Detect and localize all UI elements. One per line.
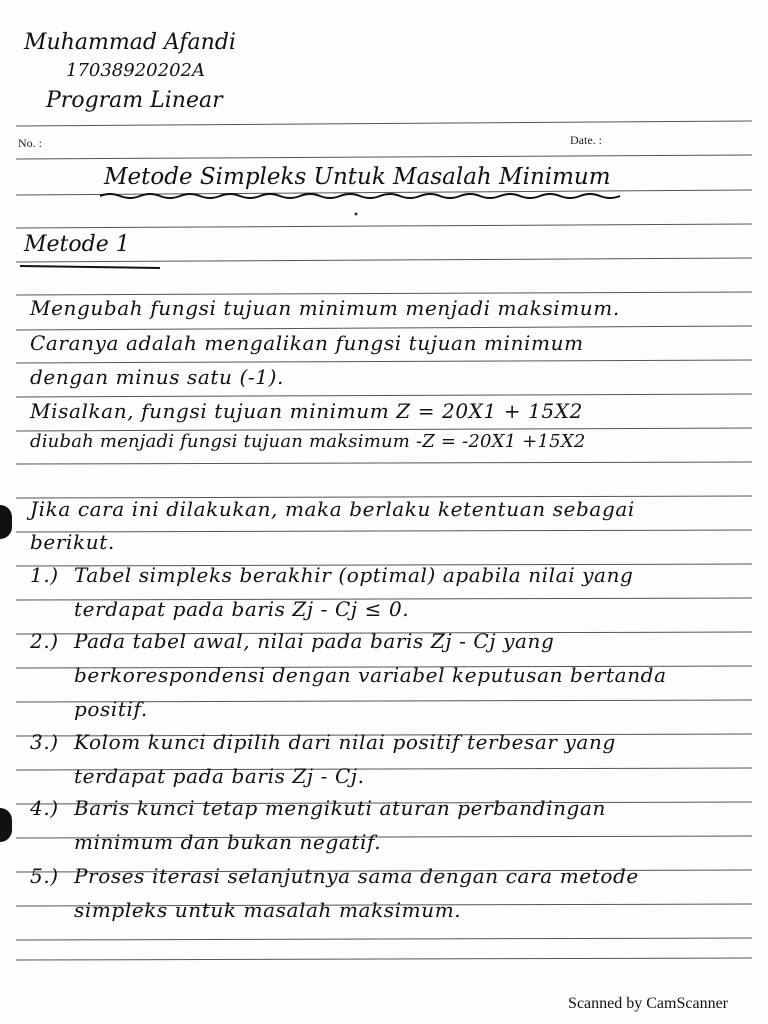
rule-line: positif. [74,697,148,721]
student-name: Muhammad Afandi [24,30,236,55]
student-id: 17038920202A [66,60,205,81]
rule-number: 3.) [30,730,59,754]
body-line: berikut. [30,530,115,554]
body-line: Mengubah fungsi tujuan minimum menjadi maksimum. [30,296,620,320]
rule-line: Kolom kunci dipilih dari nilai positif terbesar yang [74,730,616,754]
rule-line: terdapat pada baris Zj - Cj ≤ 0. [74,597,410,621]
rule-line: terdapat pada baris Zj - Cj. [74,764,365,788]
rule-line: Tabel simpleks berakhir (optimal) apabila nilai yang [74,563,634,587]
page-title: Metode Simpleks Untuk Masalah Minimum [104,164,611,190]
rule-line: Proses iterasi selanjutnya sama dengan cara metode [74,864,639,888]
section-heading: Metode 1 [24,232,130,257]
course-name: Program Linear [46,88,223,113]
rule-number: 4.) [30,796,59,820]
rule-line: berkorespondensi dengan variabel keputusan bertanda [74,663,667,687]
rule-line: Baris kunci tetap mengikuti aturan perbandingan [74,796,606,820]
date-label: Date. : [570,133,602,147]
body-line: Misalkan, fungsi tujuan minimum Z = 20X1 + 15X2 [30,399,583,423]
rule-line: minimum dan bukan negatif. [74,830,382,854]
rule-number: 2.) [30,629,59,653]
body-line: Jika cara ini dilakukan, maka berlaku ketentuan sebagai [30,497,635,521]
body-line: diubah menjadi fungsi tujuan maksimum -Z = -20X1 +15X2 [30,431,586,452]
rule-line: simpleks untuk masalah maksimum. [74,898,462,922]
scanner-watermark: Scanned by CamScanner [568,995,728,1012]
body-line: dengan minus satu (-1). [30,365,284,389]
number-label: No. : [18,136,42,150]
rule-number: 1.) [30,563,59,587]
rule-number: 5.) [30,864,59,888]
body-line: Caranya adalah mengalikan fungsi tujuan minimum [30,331,584,355]
rule-line: Pada tabel awal, nilai pada baris Zj - Cj yang [74,629,555,653]
